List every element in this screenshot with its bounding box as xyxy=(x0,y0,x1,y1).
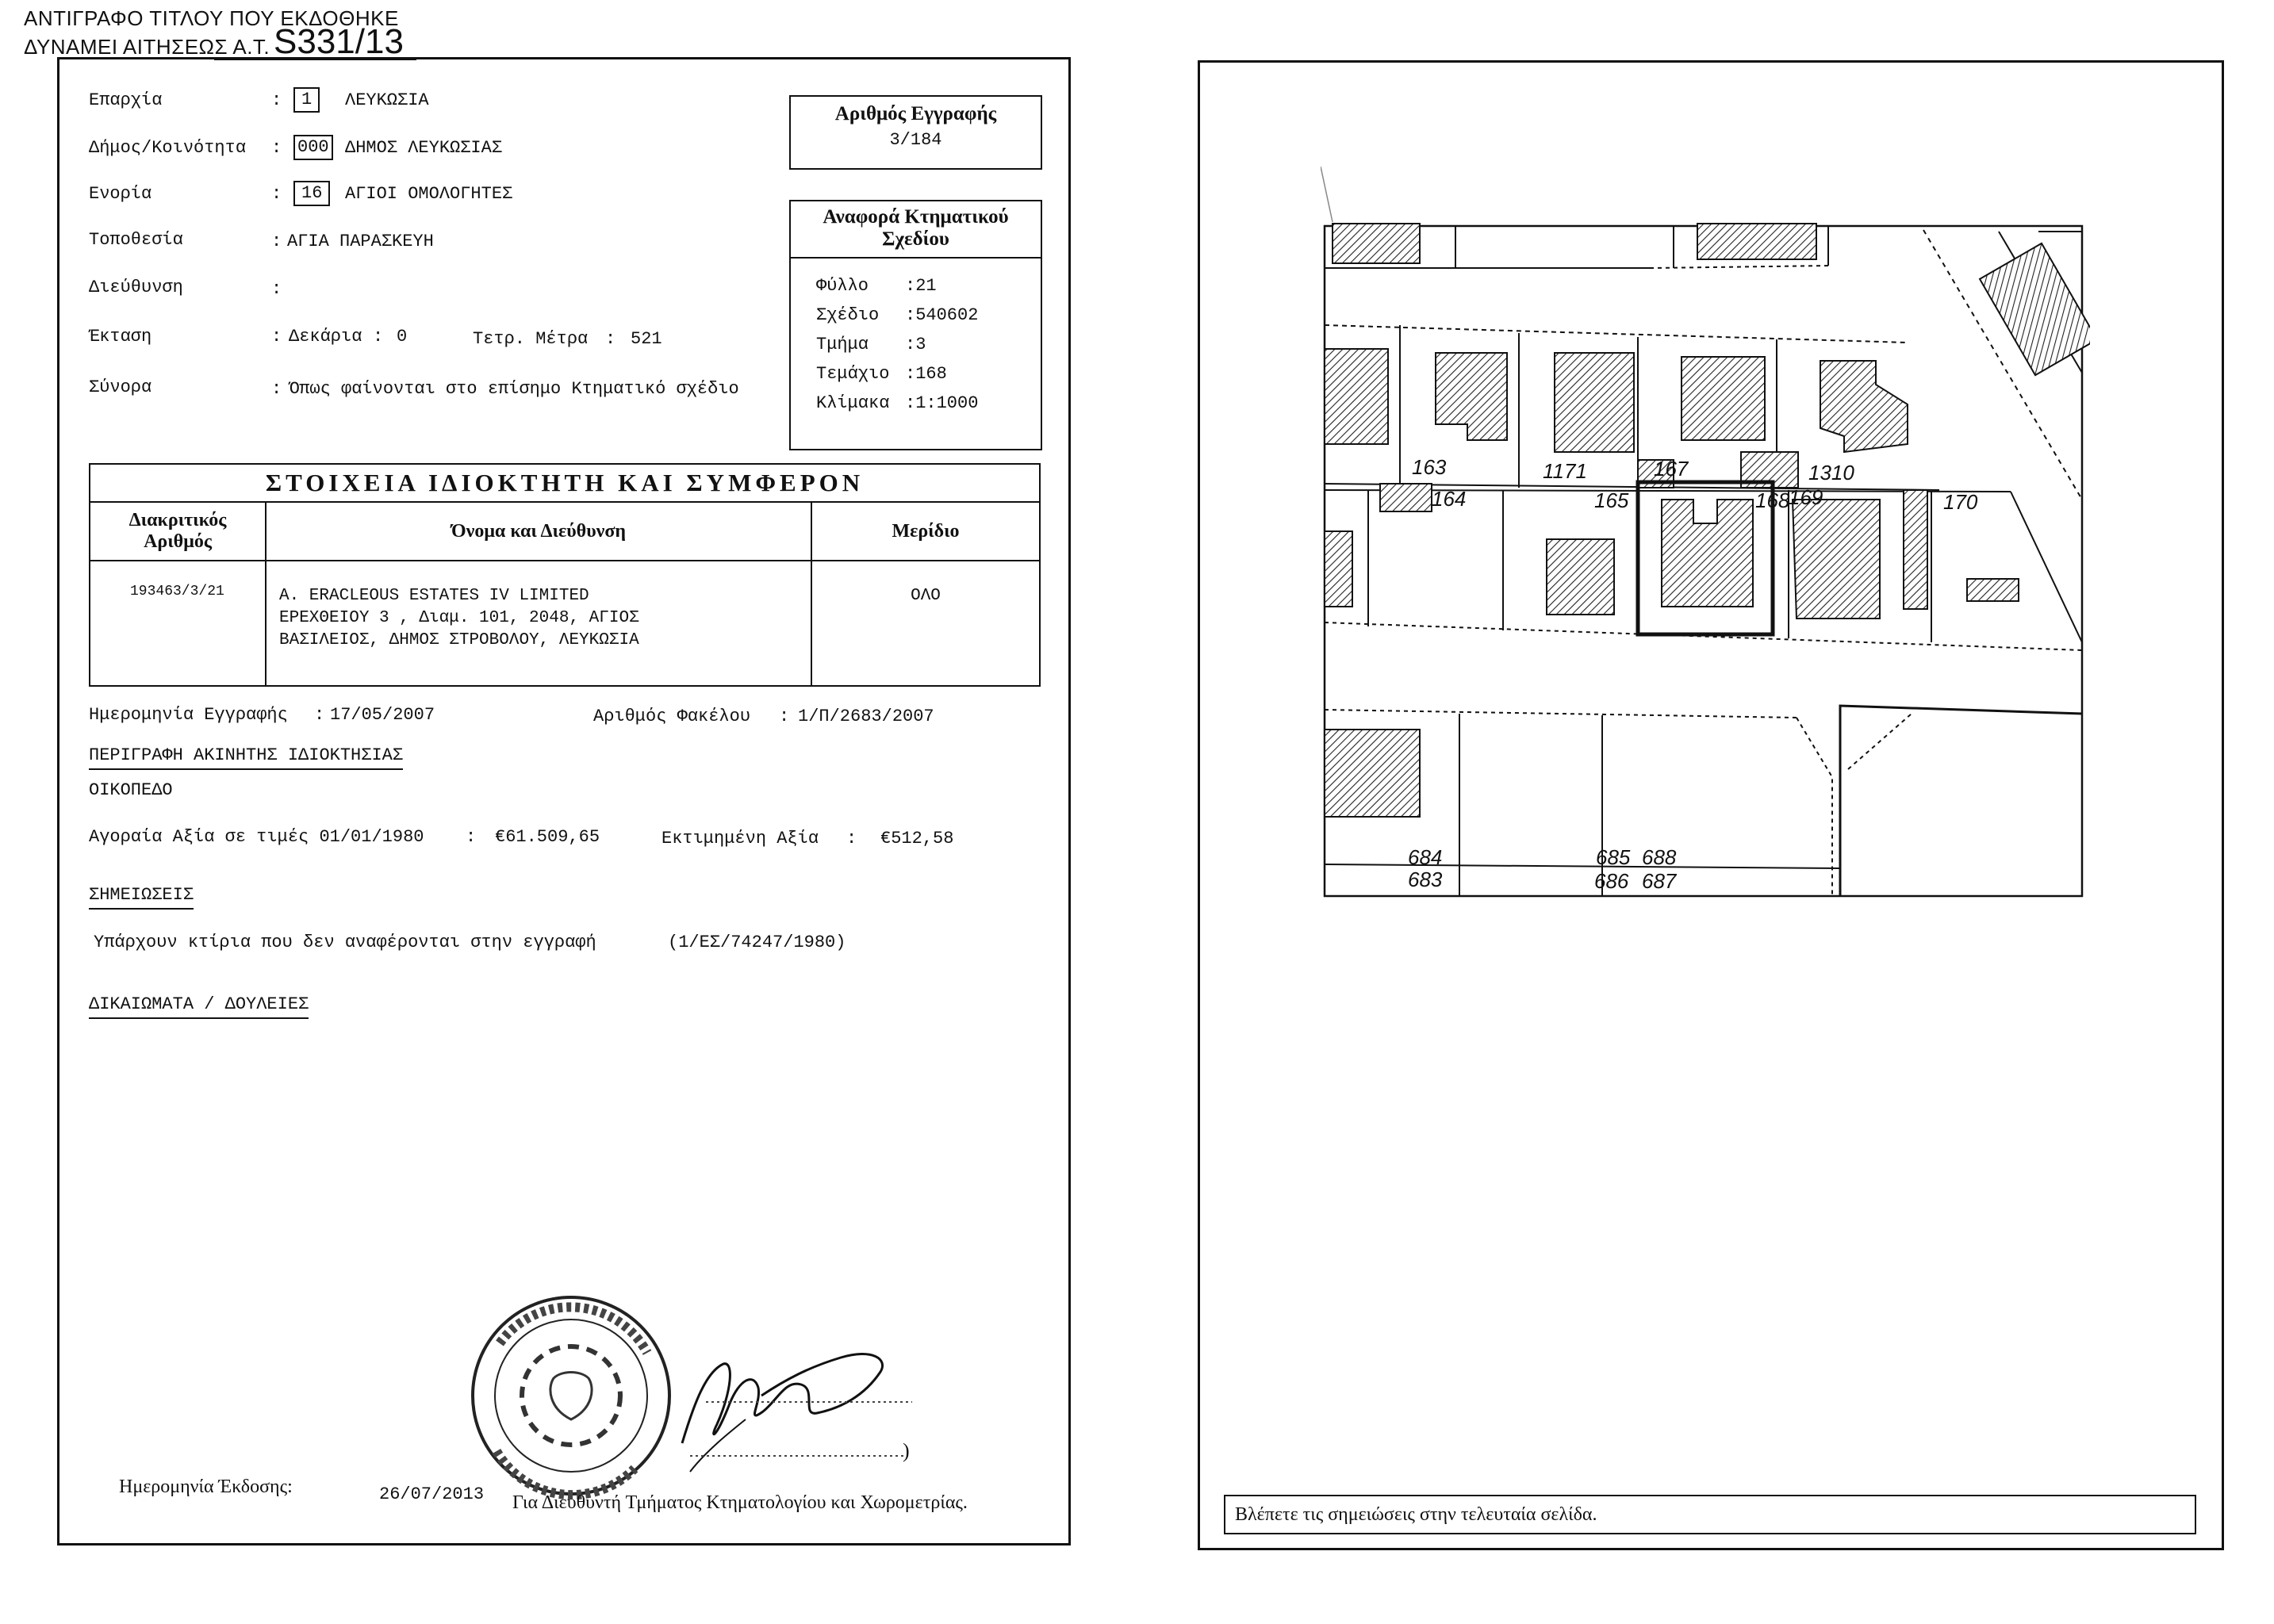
plan-reference-row xyxy=(816,276,1041,305)
plan-reference-value: : xyxy=(905,393,916,413)
header-line-1: ΑΝΤΙΓΡΑΦΟ ΤΙΤΛΟΥ ΠΟΥ ΕΚΔΟΘΗΚΕ xyxy=(24,6,399,30)
seal-icon xyxy=(473,1297,669,1495)
plot-label: 687 xyxy=(1642,869,1677,893)
handwritten-application-number: S331/13 xyxy=(274,22,404,61)
plan-reference-title-2: Σχεδίου xyxy=(882,228,949,250)
plot-label: 164 xyxy=(1432,487,1467,511)
issue-date-label: Ημερομηνία Έκδοσης: xyxy=(119,1477,293,1497)
value-dimos: ΔΗΜΟΣ ΛΕΥΚΩΣΙΑΣ xyxy=(345,138,503,158)
notes-text: Υπάρχουν κτίρια που δεν αναφέρονται στην εγγραφή xyxy=(94,933,596,952)
col-id-line-1: Διακριτικός xyxy=(128,510,227,530)
plot-label: 688 xyxy=(1642,845,1677,869)
market-value-label: Αγοραία Αξία σε τιμές 01/01/1980 xyxy=(89,827,424,847)
owner-address-2: ΒΑΣΙΛΕΙΟΣ, ΔΗΜΟΣ ΣΤΡΟΒΟΛΟΥ, ΛΕΥΚΩΣΙΑ xyxy=(279,631,639,649)
value-synora: Όπως φαίνονται στο επίσημο Κτηματικό σχέδιο xyxy=(289,379,739,399)
plan-reference-row xyxy=(816,305,1041,335)
plan-reference-value: : xyxy=(905,335,916,354)
signature-close-paren: ) xyxy=(903,1439,910,1462)
plot-label: 1310 xyxy=(1808,461,1854,485)
label-dekaria: Δεκάρια xyxy=(289,327,362,347)
property-description-heading xyxy=(89,745,403,770)
market-value-amount: €61.509,65 xyxy=(495,827,600,847)
colon: : xyxy=(271,279,282,299)
plot-label: 1171 xyxy=(1543,459,1587,483)
owner-name: A. ERACLEOUS ESTATES IV LIMITED xyxy=(279,587,589,605)
plan-reference-value: : xyxy=(905,305,916,325)
plan-reference-value: : xyxy=(905,276,916,296)
owner-table-title: ΣΤΟΙΧΕΙΑ ΙΔΙΟΚΤΗΤΗ ΚΑΙ ΣΥΜΦΕΡΟΝ xyxy=(90,464,1040,502)
plan-reference-label: Τεμάχιο xyxy=(816,364,890,384)
plan-reference-label: Φύλλο xyxy=(816,276,869,296)
colon: : xyxy=(605,329,616,349)
label-dimos: Δήμος/Κοινότητα xyxy=(89,138,247,158)
plan-reference-box xyxy=(789,200,1042,450)
code-eparchia: 1 xyxy=(293,87,320,113)
signature-caption: Για Διευθυντή Τμήματος Κτηματολογίου και Χωρομετρίας. xyxy=(512,1492,968,1513)
signature-scribble xyxy=(682,1354,883,1443)
plan-reference-title-1: Αναφορά Κτηματικού xyxy=(823,206,1009,228)
plan-reference-label: Τμήμα xyxy=(816,335,869,354)
colon: : xyxy=(271,327,282,347)
plot-label: 683 xyxy=(1408,868,1443,891)
plan-reference-value-text: 1:1000 xyxy=(915,393,979,413)
plot-label: 169 xyxy=(1789,485,1823,509)
col-id-line-2: Αριθμός xyxy=(144,531,212,552)
owner-table-col-id xyxy=(90,502,266,561)
colon: : xyxy=(373,327,384,347)
plan-reference-value-text: 540602 xyxy=(915,305,979,325)
plan-reference-value-text: 3 xyxy=(915,335,926,354)
table-row xyxy=(90,561,1040,686)
value-topothesia: ΑΓΙΑ ΠΑΡΑΣΚΕΥΗ xyxy=(287,232,434,251)
colon: : xyxy=(846,829,857,848)
property-description-heading-text: ΠΕΡΙΓΡΑΦΗ ΑΚΙΝΗΤΗΣ ΙΔΙΟΚΤΗΣΙΑΣ xyxy=(89,745,403,770)
cadastral-map xyxy=(1321,167,2090,904)
official-seal-and-signature xyxy=(468,1285,912,1515)
plan-reference-value: : xyxy=(905,364,916,384)
header-line-2: ΔΥΝΑΜΕΙ ΑΙΤΗΣΕΩΣ Α.Τ. xyxy=(24,35,270,59)
plot-label: 686 xyxy=(1594,869,1629,893)
label-eparchia: Επαρχία xyxy=(89,90,163,110)
plan-reference-row xyxy=(816,393,1041,423)
rights-heading xyxy=(89,994,309,1019)
footer-note-box xyxy=(1224,1495,2196,1534)
file-number-value: 1/Π/2683/2007 xyxy=(798,707,934,726)
plot-label: 684 xyxy=(1408,845,1443,869)
plot-label: 170 xyxy=(1943,490,1978,514)
plot-label: 163 xyxy=(1412,455,1447,479)
value-enoria: ΑΓΙΟΙ ΟΜΟΛΟΓΗΤΕΣ xyxy=(345,184,513,204)
colon: : xyxy=(466,827,477,847)
colon: : xyxy=(779,707,790,726)
owner-table-col-name: Όνομα και Διεύθυνση xyxy=(266,502,811,561)
owner-id: 193463/3/21 xyxy=(90,561,266,686)
estimated-value-label: Εκτιμημένη Αξία xyxy=(661,829,819,848)
registration-number-title: Αριθμός Εγγραφής xyxy=(834,103,997,124)
plot-label: 168 xyxy=(1755,488,1790,512)
label-topothesia: Τοποθεσία xyxy=(89,230,183,250)
value-eparchia: ΛΕΥΚΩΣΙΑ xyxy=(345,90,429,110)
owner-name-address xyxy=(266,561,811,686)
plot-label: 165 xyxy=(1594,488,1629,512)
owner-table-col-share: Μερίδιο xyxy=(811,502,1040,561)
owner-address-1: ΕΡΕΧΘΕΙΟΥ 3 , Διαμ. 101, 2048, ΑΓΙΟΣ xyxy=(279,609,639,627)
plan-reference-value-text: 168 xyxy=(915,364,947,384)
value-tetr-metra: 521 xyxy=(631,329,662,349)
label-ektasi: Έκταση xyxy=(89,327,152,347)
colon: : xyxy=(271,138,282,158)
colon: : xyxy=(271,232,282,251)
colon: : xyxy=(314,705,325,725)
property-description-value: ΟΙΚΟΠΕΔΟ xyxy=(89,780,173,800)
value-dekaria: 0 xyxy=(397,327,408,347)
colon: : xyxy=(271,90,282,110)
plan-reference-header xyxy=(791,201,1041,259)
notes-heading xyxy=(89,885,194,910)
registration-number-box xyxy=(789,95,1042,170)
plan-reference-value-text: 21 xyxy=(915,276,937,296)
colon: : xyxy=(271,379,282,399)
plan-reference-rows xyxy=(791,259,1041,423)
label-dieuthinsi: Διεύθυνση xyxy=(89,278,183,297)
plan-reference-label: Κλίμακα xyxy=(816,393,890,413)
rights-heading-text: ΔΙΚΑΙΩΜΑΤΑ / ΔΟΥΛΕΙΕΣ xyxy=(89,994,309,1019)
owner-table xyxy=(89,463,1041,687)
label-enoria: Ενορία xyxy=(89,184,152,204)
file-number-label: Αριθμός Φακέλου xyxy=(593,707,751,726)
footer-note-text: Βλέπετε τις σημειώσεις στην τελευταία σελίδα. xyxy=(1235,1504,1597,1525)
owner-share: ΟΛΟ xyxy=(811,561,1040,686)
plan-reference-row xyxy=(816,335,1041,364)
registration-date-label: Ημερομηνία Εγγραφής xyxy=(89,705,288,725)
code-enoria: 16 xyxy=(293,181,330,206)
plot-label: 167 xyxy=(1654,457,1689,481)
label-synora: Σύνορα xyxy=(89,377,152,397)
plan-reference-row xyxy=(816,364,1041,393)
issue-date-value: 26/07/2013 xyxy=(379,1484,485,1504)
registration-date-value: 17/05/2007 xyxy=(330,705,435,725)
estimated-value-amount: €512,58 xyxy=(880,829,954,848)
notes-heading-text: ΣΗΜΕΙΩΣΕΙΣ xyxy=(89,885,194,910)
notes-reference: (1/ΕΣ/74247/1980) xyxy=(668,933,846,952)
code-dimos: 000 xyxy=(293,135,333,160)
colon: : xyxy=(271,184,282,204)
plan-reference-label: Σχέδιο xyxy=(816,305,880,325)
plot-label: 685 xyxy=(1596,845,1631,869)
registration-number-value: 3/184 xyxy=(889,130,942,150)
label-tetr-metra: Τετρ. Μέτρα xyxy=(473,329,589,349)
